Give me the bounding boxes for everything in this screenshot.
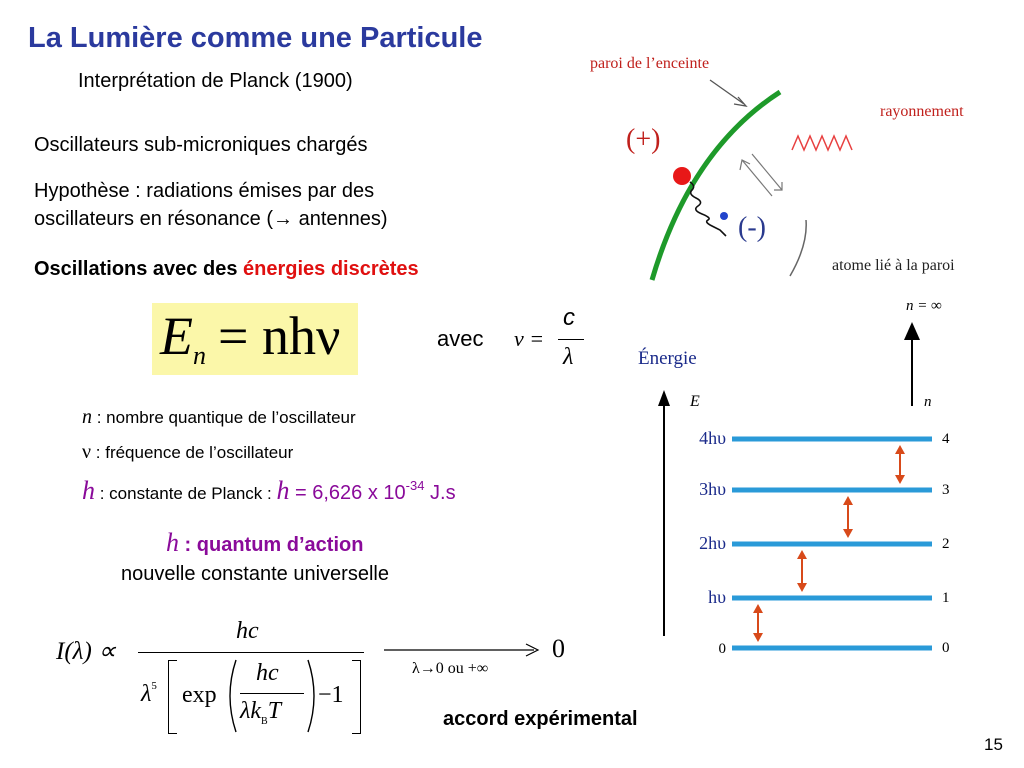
oscillator-spring — [690, 182, 726, 236]
formula-energy — [160, 304, 340, 388]
positive-charge — [673, 167, 691, 185]
n-axis-arrowhead — [904, 322, 920, 340]
planck-lambda: λ — [141, 681, 152, 707]
quantum-h-symbol: h — [166, 528, 179, 557]
formula-rhs: = nhν — [218, 306, 341, 366]
slide-subtitle: Interprétation de Planck (1900) — [78, 70, 353, 92]
limit-label: λ→0 ou +∞ — [412, 660, 489, 677]
transition-arrowhead-down-3 — [895, 475, 905, 484]
slide-title: La Lumière comme une Particule — [28, 22, 483, 54]
level-energy-label-4: 4hυ — [699, 428, 726, 448]
level-n-label-1: 1 — [942, 590, 950, 606]
def-h — [82, 476, 456, 506]
energy-diagram — [620, 290, 1020, 670]
def-n-text: : nombre quantique de l’oscillateur — [92, 408, 356, 427]
bullet-hypothesis-line1: Hypothèse : radiations émises par des — [34, 180, 375, 202]
level-n-label-4: 4 — [942, 431, 950, 447]
minus-label: (-) — [738, 212, 766, 243]
planck-T: T — [267, 698, 282, 724]
planck-inner-denominator — [240, 698, 281, 727]
level-energy-label-2: 2hυ — [699, 533, 726, 553]
planck-exp: exp — [182, 682, 217, 708]
radiation-wave — [792, 136, 852, 150]
wall-label-arrow — [710, 80, 744, 104]
def-h-exponent: -34 — [405, 478, 425, 493]
def-nu — [82, 441, 293, 464]
energy-axis-title: Énergie — [638, 348, 697, 369]
level-n-label-3: 3 — [942, 482, 950, 498]
wall-label: paroi de l’enceinte — [590, 55, 710, 72]
atom-label: atome lié à la paroi — [832, 257, 955, 274]
level-energy-label-3: 3hυ — [699, 479, 726, 499]
page-number: 15 — [984, 735, 1003, 754]
level-energy-label-1: hυ — [708, 587, 726, 607]
planck-left-bracket — [168, 660, 177, 734]
transition-arrowhead-down-2 — [843, 529, 853, 538]
def-h-text: : constante de Planck : — [95, 484, 277, 503]
wall-arc — [652, 92, 780, 280]
planck-five: 5 — [151, 680, 157, 692]
level-n-label-0: 0 — [942, 640, 950, 656]
level-energy-label-0: 0 — [718, 641, 726, 657]
fraction-bar-nu — [558, 339, 584, 340]
planck-right-bracket — [352, 660, 361, 734]
planck-lambda-k: λk — [240, 698, 262, 724]
def-h-symbol2: h — [276, 476, 290, 505]
planck-fraction-bar — [138, 652, 364, 653]
def-n-symbol: n — [82, 406, 92, 428]
planck-kb-sub: B — [261, 716, 268, 727]
planck-lhs — [56, 636, 116, 666]
def-h-value: = 6,626 x 10 — [289, 482, 406, 504]
bullet-discrete-highlight: énergies discrètes — [243, 258, 419, 280]
transition-arrowhead-down-1 — [797, 583, 807, 592]
n-axis-label: n — [924, 394, 932, 410]
def-n — [82, 406, 356, 429]
bullet-hypothesis-line2: oscillateurs en résonance (→ antennes) — [34, 208, 388, 230]
level-n-label-2: 2 — [942, 536, 950, 552]
def-h-symbol: h — [82, 476, 95, 505]
formula-nu-lhs: ν = — [514, 326, 545, 351]
n-infinity-label: n = ∞ — [906, 298, 942, 314]
transition-arrowhead-up-1 — [797, 550, 807, 559]
transition-arrowhead-down-0 — [753, 633, 763, 642]
bullet-discrete-prefix: Oscillations avec des — [34, 258, 243, 280]
transition-arrowhead-up-0 — [753, 604, 763, 613]
limit-value: 0 — [552, 634, 565, 663]
transition-arrowhead-up-3 — [895, 445, 905, 454]
wall-arc-ghost — [790, 220, 806, 276]
limit-arrow — [384, 640, 544, 660]
oscillation-arrow-1 — [742, 160, 772, 196]
plus-label: (+) — [626, 124, 661, 155]
transition-arrowhead-up-2 — [843, 496, 853, 505]
bullet-discrete-energies — [34, 256, 419, 282]
formula-sub-n: n — [193, 341, 206, 370]
def-nu-text: : fréquence de l’oscillateur — [91, 443, 294, 462]
def-nu-symbol: ν — [82, 441, 92, 463]
formula-avec: avec — [437, 326, 484, 351]
bullet-oscillators: Oscillateurs sub-microniques chargés — [34, 134, 368, 156]
radiation-label: rayonnement — [880, 103, 964, 120]
planck-lhs-text: I(λ) ∝ — [56, 638, 116, 665]
wall-diagram — [590, 40, 1010, 290]
formula-c: c — [563, 304, 575, 331]
planck-inner-numerator: hc — [256, 660, 279, 686]
energy-axis-E: E — [690, 393, 700, 410]
planck-numerator: hc — [236, 618, 259, 644]
oscillation-arrow-2 — [752, 154, 782, 190]
planck-minus-one: −1 — [318, 682, 344, 708]
planck-inner-fraction-bar — [240, 693, 304, 694]
energy-axis-arrowhead — [658, 390, 670, 406]
quantum-text: : quantum d’action — [179, 534, 364, 556]
quantum-line — [166, 528, 363, 558]
negative-charge — [720, 212, 728, 220]
formula-E: E — [160, 306, 193, 366]
conclusion-text: accord expérimental — [443, 708, 638, 730]
def-h-unit: J.s — [424, 482, 456, 504]
quantum-line2: nouvelle constante universelle — [121, 563, 389, 585]
formula-lambda: λ — [563, 344, 574, 370]
planck-lambda5 — [141, 680, 157, 708]
